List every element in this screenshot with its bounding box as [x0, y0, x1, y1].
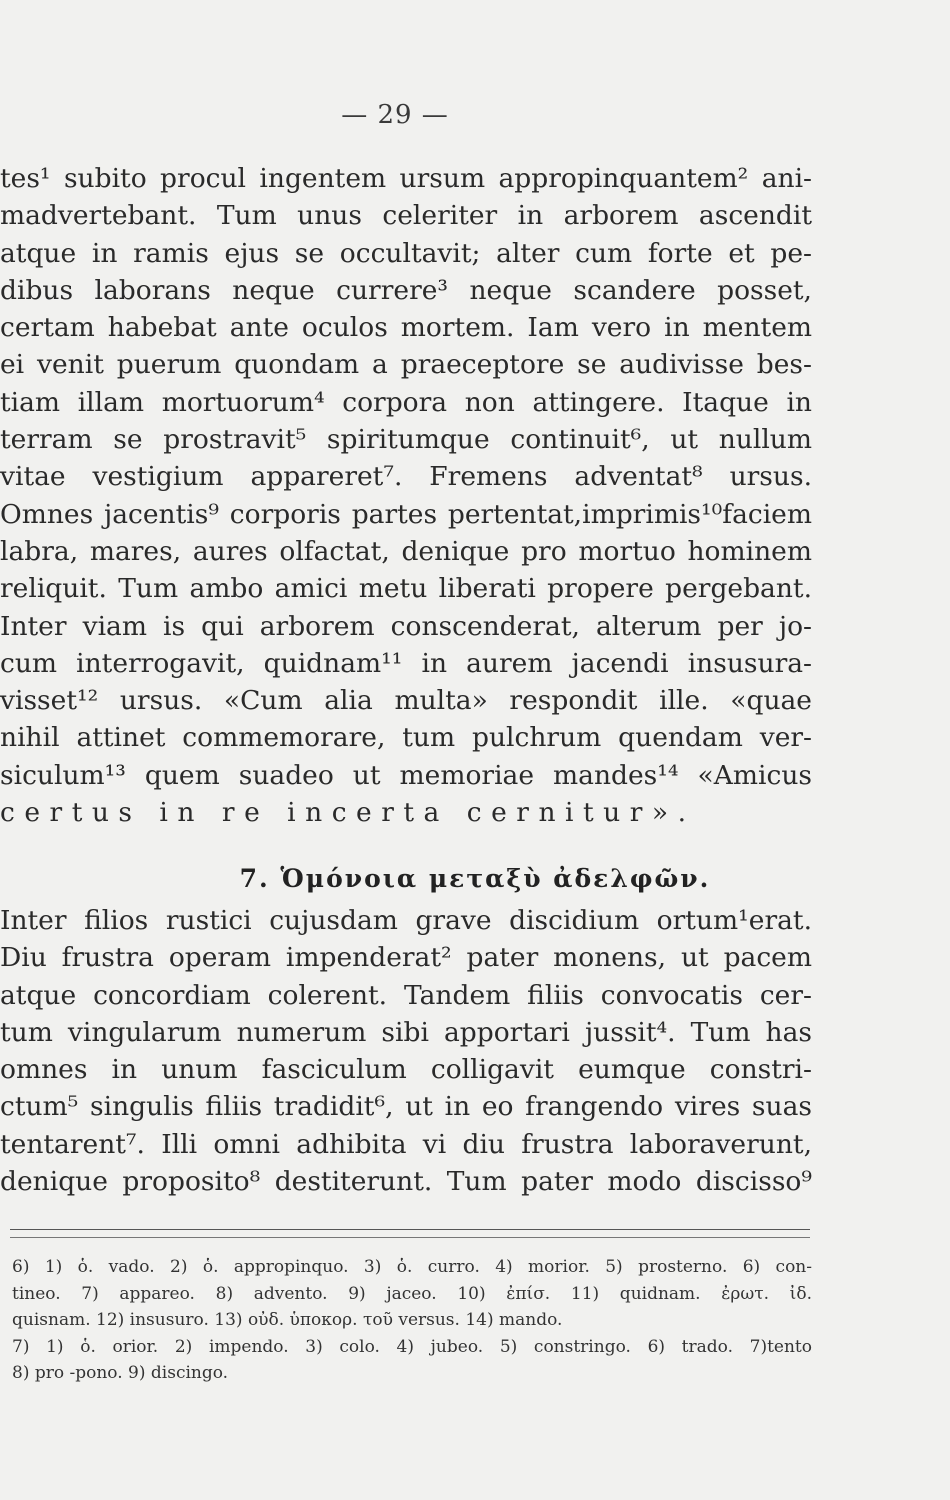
text-line: labra, mares, aures olfactat, denique pro mortuo hominem [0, 535, 812, 567]
text-line: atque concordiam colerent. Tandem filiis convocatis cer- [0, 979, 812, 1011]
text-line: Inter viam is qui arborem conscenderat, alterum per jo- [0, 610, 812, 642]
text-line: Inter filios rustici cujusdam grave discidium ortum¹erat. [0, 905, 812, 936]
footnote-line: 7) 1) ὁ. orior. 2) impendo. 3) colo. 4) jubeo. 5) constringo. 6) trado. 7)tento [12, 1336, 812, 1357]
text-line: visset¹² ursus. «Cum alia multa» respondit ille. «quae [0, 685, 812, 717]
text-line: tiam illam mortuorum⁴ corpora non attingere. Itaque in [0, 386, 812, 418]
footnote-divider [10, 1237, 810, 1238]
text-line: tum vingularum numerum sibi apportari jussit⁴. Tum has [0, 1016, 812, 1048]
text-line: Omnes jacentis⁹ corporis partes pertentat,imprimis¹⁰faciem [0, 498, 812, 530]
text-line: Diu frustra operam impenderat² pater monens, ut pacem [0, 942, 812, 974]
text-line: reliquit. Tum ambo amici metu liberati propere pergebant. [0, 573, 812, 605]
footnote-divider [10, 1229, 810, 1230]
section-heading: 7. Ὁμόνοια μεταξὺ ἀδελφῶν. [239, 864, 711, 893]
section-2-text [0, 902, 812, 1200]
footnote-line: 8) pro -pono. 9) discingo. [12, 1363, 229, 1383]
text-line: ctum⁵ singulis filiis tradidit⁶, ut in eo frangendo vires suas [0, 1091, 812, 1123]
text-line: tes¹ subito procul ingentem ursum appropinquantem² ani- [0, 163, 812, 194]
text-line: certam habebat ante oculos mortem. Iam vero in mentem [0, 312, 812, 344]
text-line: tentarent⁷. Illi omni adhibita vi diu frustra laboraverunt, [0, 1128, 812, 1160]
text-line: omnes in unum fasciculum colligavit eumque constri- [0, 1054, 812, 1086]
text-line: cum interrogavit, quidnam¹¹ in aurem jacendi insusura- [0, 647, 812, 679]
text-line: dibus laborans neque currere³ neque scandere posset, [0, 274, 812, 306]
footnote-line: tineo. 7) appareo. 8) advento. 9) jaceo. 10) ἐπίσ. 11) quidnam. ἐρωτ. ἰδ. [12, 1283, 812, 1304]
text-line: certus in re incerta cernitur». [0, 797, 696, 829]
page-number: — 29 — [341, 100, 449, 130]
text-line: terram se prostravit⁵ spiritumque continuit⁶, ut nullum [0, 424, 812, 456]
text-line: madvertebant. Tum unus celeriter in arborem ascendit [0, 200, 812, 232]
section-1-text [0, 160, 812, 831]
footnote-line: 6) 1) ὁ. vado. 2) ὁ. appropinquo. 3) ὁ. curro. 4) morior. 5) prosterno. 6) con- [12, 1257, 812, 1277]
text-line: denique proposito⁸ destiterunt. Tum pater modo discisso⁹ [0, 1166, 812, 1198]
footnote-line: quisnam. 12) insusuro. 13) οὐδ. ὑποκορ. τοῦ versus. 14) mando. [12, 1310, 563, 1330]
text-line: ei venit puerum quondam a praeceptore se audivisse bes- [0, 349, 812, 381]
text-line: siculum¹³ quem suadeo ut memoriae mandes¹⁴ «Amicus [0, 759, 812, 791]
text-line: vitae vestigium appareret⁷. Fremens adventat⁸ ursus. [0, 461, 812, 493]
text-line: nihil attinet commemorare, tum pulchrum quendam ver- [0, 722, 812, 754]
text-line: atque in ramis ejus se occultavit; alter cum forte et pe- [0, 237, 812, 269]
footnotes [12, 1254, 812, 1387]
